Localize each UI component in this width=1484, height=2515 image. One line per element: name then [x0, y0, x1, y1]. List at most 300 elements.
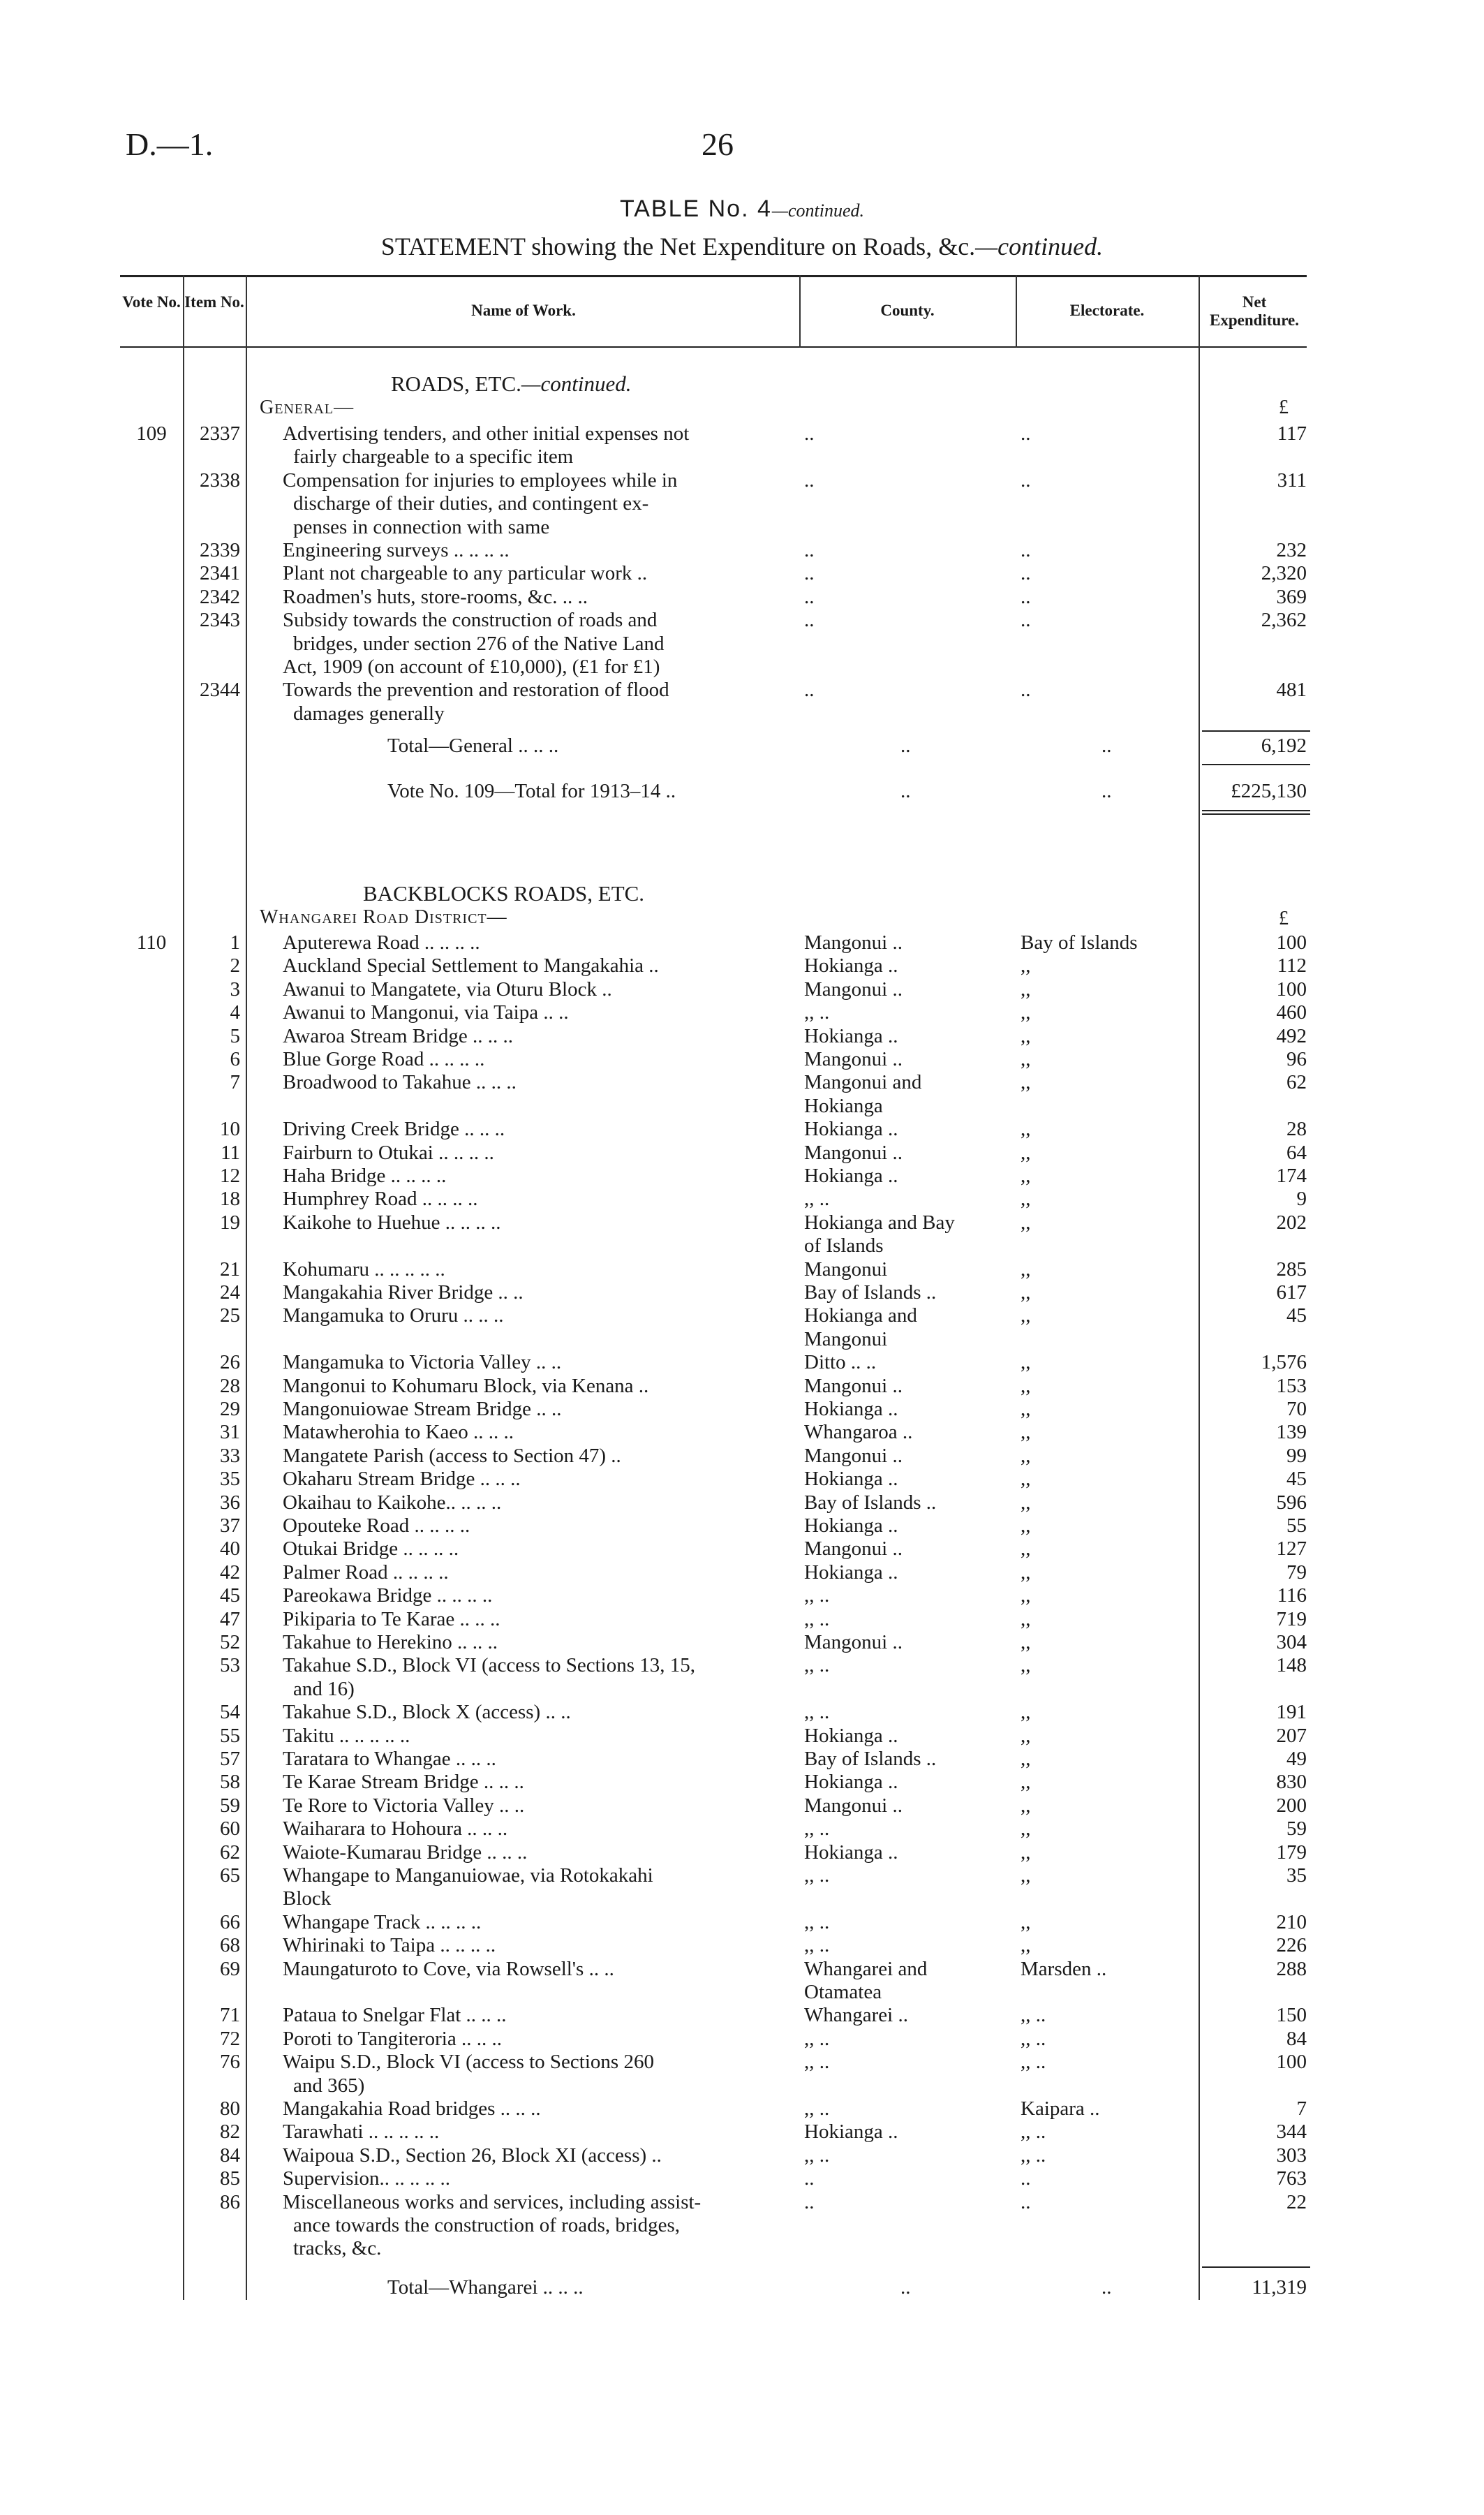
electorate-cell: ,, — [1021, 978, 1031, 1001]
name-of-work-cell: Whangape to Manganuiowae, via Rotokakahi — [283, 1864, 653, 1887]
section2-total-amount: 11,319 — [1252, 2276, 1307, 2299]
name-of-work-cell: Palmer Road .. .. .. .. — [283, 1561, 449, 1584]
net-expenditure-cell: 719 — [1276, 1607, 1307, 1630]
section1-currency: £ — [1279, 397, 1289, 418]
item-cell: 65 — [220, 1864, 240, 1887]
county-cell: Bay of Islands .. — [804, 1281, 937, 1304]
electorate-cell: ,, — [1021, 1701, 1031, 1724]
net-expenditure-cell: 49 — [1286, 1748, 1307, 1770]
electorate-cell: ,, — [1021, 1141, 1031, 1164]
net-expenditure-cell: 153 — [1276, 1374, 1307, 1397]
item-cell: 2337 — [200, 422, 240, 445]
item-cell: 68 — [220, 1934, 240, 1957]
item-cell: 12 — [220, 1165, 240, 1187]
net-expenditure-cell: 45 — [1286, 1304, 1307, 1327]
item-cell: 33 — [220, 1444, 240, 1467]
name-of-work-cell: ance towards the construction of roads, bridges, — [293, 2214, 681, 2236]
net-expenditure-cell: 344 — [1276, 2121, 1307, 2144]
name-of-work-cell: fairly chargeable to a specific item — [293, 445, 574, 469]
net-expenditure-cell: 127 — [1276, 1537, 1307, 1561]
section2-total-label: Total—Whangarei .. .. .. — [387, 2276, 584, 2299]
electorate-cell: ,, — [1021, 1631, 1031, 1653]
header-net: Net Expenditure. — [1209, 293, 1300, 329]
net-expenditure-cell: 28 — [1286, 1118, 1307, 1141]
item-cell: 58 — [220, 1771, 240, 1794]
county-cell: ,, .. — [804, 1934, 830, 1957]
net-expenditure-cell: 150 — [1276, 2004, 1307, 2027]
electorate-cell: Kaipara .. — [1021, 2097, 1100, 2120]
electorate-cell: .. — [1021, 2167, 1031, 2190]
electorate-cell: ,, — [1021, 1934, 1031, 1957]
net-expenditure-cell: 202 — [1276, 1211, 1307, 1234]
item-cell: 31 — [220, 1421, 240, 1444]
electorate-cell: .. — [1021, 469, 1031, 492]
electorate-cell: ,, .. — [1021, 2027, 1046, 2050]
vote-cell: 109 — [136, 422, 167, 445]
county-cell: Hokianga .. — [804, 2121, 898, 2144]
county-cell: .. — [804, 562, 815, 585]
net-expenditure-cell: 100 — [1276, 2051, 1307, 2074]
item-cell: 69 — [220, 1957, 240, 1980]
name-of-work-cell: Mangatete Parish (access to Section 47) .. — [283, 1444, 621, 1467]
item-cell: 2339 — [200, 539, 240, 561]
net-expenditure-cell: 59 — [1286, 1817, 1307, 1841]
name-of-work-cell: Mangonui to Kohumaru Block, via Kenana .. — [283, 1374, 649, 1397]
item-cell: 7 — [230, 1071, 240, 1094]
electorate-cell: ,, — [1021, 1514, 1031, 1537]
statement-continued: —continued. — [975, 233, 1104, 260]
electorate-cell: ,, .. — [1021, 2004, 1046, 2027]
vote-total-double-rule — [1202, 810, 1310, 815]
name-of-work-cell: Maungaturoto to Cove, via Rowsell's .. .. — [283, 1957, 614, 1980]
electorate-cell: ,, — [1021, 1351, 1031, 1374]
electorate-cell: ,, — [1021, 1724, 1031, 1747]
name-of-work-cell: and 16) — [293, 1677, 355, 1700]
name-of-work-cell: Okaihau to Kaikohe.. .. .. .. — [283, 1491, 502, 1514]
net-expenditure-cell: 96 — [1286, 1048, 1307, 1070]
section1-total-label: Total—General .. .. .. — [387, 735, 559, 757]
name-of-work-cell: damages generally — [293, 702, 445, 725]
name-of-work-cell: Mangamuka to Victoria Valley .. .. — [283, 1351, 562, 1374]
name-of-work-cell: Driving Creek Bridge .. .. .. — [283, 1118, 505, 1141]
name-of-work-cell: bridges, under section 276 of the Native Land — [293, 632, 665, 655]
name-of-work-cell: Plant not chargeable to any particular work .. — [283, 562, 648, 585]
item-cell: 86 — [220, 2190, 240, 2213]
electorate-cell: ,, — [1021, 1537, 1031, 1561]
item-cell: 21 — [220, 1258, 240, 1281]
name-of-work-cell: Takahue to Herekino .. .. .. — [283, 1631, 498, 1653]
item-cell: 85 — [220, 2167, 240, 2190]
net-expenditure-cell: 369 — [1276, 585, 1307, 608]
item-cell: 52 — [220, 1631, 240, 1653]
page-number: 26 — [702, 126, 734, 162]
county-cell: Hokianga .. — [804, 954, 898, 978]
electorate-cell: ,, — [1021, 1165, 1031, 1187]
county-cell: Hokianga .. — [804, 1024, 898, 1047]
county-cell: Mangonui .. — [804, 1374, 903, 1397]
county-cell: Whangarei and — [804, 1957, 928, 1980]
county-cell: of Islands — [804, 1234, 884, 1258]
net-expenditure-cell: 1,576 — [1261, 1351, 1307, 1374]
electorate-cell: ,, — [1021, 1281, 1031, 1304]
item-cell: 2338 — [200, 469, 240, 492]
electorate-cell: ,, — [1021, 1748, 1031, 1770]
county-cell: ,, .. — [804, 1188, 830, 1211]
county-cell: .. — [804, 609, 815, 632]
item-cell: 55 — [220, 1724, 240, 1747]
net-expenditure-cell: 460 — [1276, 1001, 1307, 1024]
electorate-cell: ,, — [1021, 1374, 1031, 1397]
electorate-cell: .. — [1021, 585, 1031, 608]
name-of-work-cell: Te Rore to Victoria Valley .. .. — [283, 1794, 525, 1817]
name-of-work-cell: Matawherohia to Kaeo .. .. .. — [283, 1421, 514, 1444]
item-cell: 5 — [230, 1024, 240, 1047]
net-expenditure-cell: 55 — [1286, 1514, 1307, 1537]
county-cell: .. — [804, 469, 815, 492]
name-of-work-cell: Broadwood to Takahue .. .. .. — [283, 1071, 517, 1094]
electorate-cell: ,, — [1021, 1468, 1031, 1491]
name-of-work-cell: Auckland Special Settlement to Mangakahia .. — [283, 954, 659, 978]
electorate-cell: ,, — [1021, 1817, 1031, 1841]
electorate-cell: ,, — [1021, 1864, 1031, 1887]
electorate-cell: ,, .. — [1021, 2121, 1046, 2144]
section1-subheading: General— — [260, 397, 355, 418]
county-cell: Bay of Islands .. — [804, 1491, 937, 1514]
name-of-work-cell: Opouteke Road .. .. .. .. — [283, 1514, 470, 1537]
item-cell: 2341 — [200, 562, 240, 585]
electorate-cell: ,, — [1021, 1654, 1031, 1677]
section2-total-elect-dots: .. — [1101, 2276, 1112, 2299]
electorate-cell: ,, — [1021, 1444, 1031, 1467]
net-expenditure-cell: 100 — [1276, 931, 1307, 954]
electorate-cell: .. — [1021, 539, 1031, 561]
item-cell: 2342 — [200, 585, 240, 608]
county-cell: ,, .. — [804, 1701, 830, 1724]
electorate-cell: ,, — [1021, 1561, 1031, 1584]
net-expenditure-cell: 492 — [1276, 1024, 1307, 1047]
electorate-cell: ,, — [1021, 954, 1031, 978]
section-heading-backblocks: BACKBLOCKS ROADS, ETC. — [363, 881, 645, 906]
county-cell: Bay of Islands .. — [804, 1748, 937, 1770]
name-of-work-cell: Mangakahia River Bridge .. .. — [283, 1281, 524, 1304]
electorate-cell: ,, — [1021, 1584, 1031, 1607]
section2-currency: £ — [1279, 908, 1289, 929]
table-header-rule — [120, 346, 1307, 348]
section1-heading-continued: —continued. — [521, 371, 632, 396]
county-cell: Hokianga — [804, 1094, 883, 1117]
net-expenditure-cell: 35 — [1286, 1864, 1307, 1887]
item-cell: 72 — [220, 2027, 240, 2050]
page-reference: D.—1. — [126, 126, 214, 162]
net-expenditure-cell: 2,320 — [1261, 562, 1307, 585]
item-cell: 35 — [220, 1468, 240, 1491]
county-cell: .. — [804, 2190, 815, 2213]
vote-total-elect-dots: .. — [1101, 780, 1112, 802]
county-cell: Mangonui .. — [804, 978, 903, 1001]
county-cell: ,, .. — [804, 1817, 830, 1841]
name-of-work-cell: Poroti to Tangiteroria .. .. .. — [283, 2027, 502, 2050]
name-of-work-cell: Waipoua S.D., Section 26, Block XI (access) .. — [283, 2144, 662, 2167]
section1-total-rule-bottom — [1202, 764, 1310, 765]
county-cell: .. — [804, 679, 815, 702]
net-expenditure-cell: 79 — [1286, 1561, 1307, 1584]
name-of-work-cell: Supervision.. .. .. .. .. — [283, 2167, 451, 2190]
electorate-cell: ,, — [1021, 1421, 1031, 1444]
electorate-cell: ,, .. — [1021, 2144, 1046, 2167]
name-of-work-cell: Subsidy towards the construction of roads and — [283, 609, 658, 632]
electorate-cell: ,, — [1021, 1841, 1031, 1864]
name-of-work-cell: penses in connection with same — [293, 515, 550, 538]
statement-title — [0, 232, 1484, 261]
net-expenditure-cell: 70 — [1286, 1398, 1307, 1420]
county-cell: Mangonui .. — [804, 1537, 903, 1561]
county-cell: Hokianga .. — [804, 1514, 898, 1537]
net-expenditure-cell: 232 — [1276, 539, 1307, 561]
net-expenditure-cell: 9 — [1296, 1188, 1307, 1211]
item-cell: 2344 — [200, 679, 240, 702]
section2-subheading: Whangarei Road District— — [260, 906, 507, 928]
county-cell: ,, .. — [804, 2144, 830, 2167]
item-cell: 1 — [230, 931, 240, 954]
county-cell: ,, .. — [804, 1654, 830, 1677]
item-cell: 2343 — [200, 609, 240, 632]
county-cell: Hokianga and — [804, 1304, 917, 1327]
county-cell: Mangonui .. — [804, 1141, 903, 1164]
section1-total-elect-dots: .. — [1101, 735, 1112, 757]
name-of-work-cell: Engineering surveys .. .. .. .. — [283, 539, 510, 561]
name-of-work-cell: Whirinaki to Taipa .. .. .. .. — [283, 1934, 496, 1957]
net-expenditure-cell: 481 — [1276, 679, 1307, 702]
item-cell: 25 — [220, 1304, 240, 1327]
name-of-work-cell: Towards the prevention and restoration of flood — [283, 679, 669, 702]
county-cell: ,, .. — [804, 1584, 830, 1607]
item-cell: 66 — [220, 1910, 240, 1933]
item-cell: 29 — [220, 1398, 240, 1420]
name-of-work-cell: Compensation for injuries to employees while in — [283, 469, 678, 492]
name-of-work-cell: Takitu .. .. .. .. .. — [283, 1724, 410, 1747]
item-cell: 19 — [220, 1211, 240, 1234]
electorate-cell: ,, — [1021, 1001, 1031, 1024]
item-cell: 24 — [220, 1281, 240, 1304]
name-of-work-cell: Takahue S.D., Block X (access) .. .. — [283, 1701, 571, 1724]
county-cell: Hokianga .. — [804, 1165, 898, 1187]
electorate-cell: .. — [1021, 609, 1031, 632]
name-of-work-cell: Humphrey Road .. .. .. .. — [283, 1188, 478, 1211]
net-expenditure-cell: 763 — [1276, 2167, 1307, 2190]
net-expenditure-cell: 303 — [1276, 2144, 1307, 2167]
electorate-cell: ,, — [1021, 1188, 1031, 1211]
net-expenditure-cell: 116 — [1277, 1584, 1307, 1607]
name-of-work-cell: Mangonuiowae Stream Bridge .. .. — [283, 1398, 562, 1420]
county-cell: Otamatea — [804, 1981, 882, 2003]
net-expenditure-cell: 7 — [1296, 2097, 1307, 2120]
item-cell: 76 — [220, 2051, 240, 2074]
item-cell: 45 — [220, 1584, 240, 1607]
name-of-work-cell: Mangamuka to Oruru .. .. .. — [283, 1304, 504, 1327]
item-cell: 10 — [220, 1118, 240, 1141]
name-of-work-cell: and 365) — [293, 2074, 365, 2097]
name-of-work-cell: Pikiparia to Te Karae .. .. .. — [283, 1607, 500, 1630]
electorate-cell: ,, — [1021, 1071, 1031, 1094]
electorate-cell: ,, — [1021, 1491, 1031, 1514]
table-top-rule — [120, 275, 1307, 277]
county-cell: Mangonui .. — [804, 1048, 903, 1070]
net-expenditure-cell: 179 — [1276, 1841, 1307, 1864]
item-cell: 4 — [230, 1001, 240, 1024]
county-cell: ,, .. — [804, 2051, 830, 2074]
county-cell: ,, .. — [804, 1001, 830, 1024]
electorate-cell: .. — [1021, 562, 1031, 585]
name-of-work-cell: Roadmen's huts, store-rooms, &c. .. .. — [283, 585, 588, 608]
item-cell: 40 — [220, 1537, 240, 1561]
header-electorate: Electorate. — [1069, 302, 1145, 319]
vote-total-county-dots: .. — [900, 780, 911, 802]
vote-total-label: Vote No. 109—Total for 1913–14 .. — [387, 780, 676, 802]
header-county: County. — [880, 302, 935, 319]
name-of-work-cell: Waipu S.D., Block VI (access to Sections 260 — [283, 2051, 654, 2074]
net-expenditure-cell: 139 — [1276, 1421, 1307, 1444]
electorate-cell: ,, .. — [1021, 2051, 1046, 2074]
county-cell: Hokianga and Bay — [804, 1211, 955, 1234]
county-cell: ,, .. — [804, 2097, 830, 2120]
net-expenditure-cell: 226 — [1276, 1934, 1307, 1957]
electorate-cell: ,, — [1021, 1211, 1031, 1234]
section2-total-county-dots: .. — [900, 2276, 911, 2299]
item-cell: 6 — [230, 1048, 240, 1070]
county-cell: Ditto .. .. — [804, 1351, 877, 1374]
county-cell: Mangonui .. — [804, 1794, 903, 1817]
column-rule-name — [799, 275, 801, 348]
name-of-work-cell: Tarawhati .. .. .. .. .. — [283, 2121, 440, 2144]
electorate-cell: ,, — [1021, 1258, 1031, 1281]
name-of-work-cell: Advertising tenders, and other initial expenses not — [283, 422, 690, 445]
name-of-work-cell: Miscellaneous works and services, including assist- — [283, 2190, 702, 2213]
name-of-work-cell: Waiharara to Hohoura .. .. .. — [283, 1817, 508, 1841]
net-expenditure-cell: 191 — [1276, 1701, 1307, 1724]
statement-text: STATEMENT showing the Net Expenditure on Roads, &c. — [380, 233, 976, 260]
name-of-work-cell: Takahue S.D., Block VI (access to Sections 13, 15, — [283, 1654, 696, 1677]
section1-total-county-dots: .. — [900, 735, 911, 757]
electorate-cell: ,, — [1021, 1910, 1031, 1933]
county-cell: Mangonui and — [804, 1071, 922, 1094]
section1-total-rule-top — [1202, 730, 1310, 732]
name-of-work-cell: Kohumaru .. .. .. .. .. — [283, 1258, 445, 1281]
electorate-cell: Marsden .. — [1021, 1957, 1107, 1980]
electorate-cell: ,, — [1021, 1048, 1031, 1070]
county-cell: Mangonui — [804, 1327, 888, 1350]
electorate-cell: .. — [1021, 422, 1031, 445]
item-cell: 54 — [220, 1701, 240, 1724]
net-expenditure-cell: 288 — [1276, 1957, 1307, 1980]
item-cell: 36 — [220, 1491, 240, 1514]
name-of-work-cell: Block — [283, 1887, 332, 1910]
county-cell: ,, .. — [804, 1864, 830, 1887]
electorate-cell: ,, — [1021, 1771, 1031, 1794]
section2-total-rule-top — [1202, 2266, 1310, 2268]
section-heading-roads — [391, 371, 631, 397]
name-of-work-cell: tracks, &c. — [293, 2237, 382, 2260]
column-rule-item — [246, 275, 247, 2300]
item-cell: 53 — [220, 1654, 240, 1677]
name-of-work-cell: Act, 1909 (on account of £10,000), (£1 for £1) — [283, 656, 660, 678]
name-of-work-cell: Pataua to Snelgar Flat .. .. .. — [283, 2004, 507, 2027]
section1-total-amount: 6,192 — [1261, 735, 1307, 757]
electorate-cell: ,, — [1021, 1024, 1031, 1047]
name-of-work-cell: Pareokawa Bridge .. .. .. .. — [283, 1584, 493, 1607]
county-cell: ,, .. — [804, 2027, 830, 2050]
item-cell: 37 — [220, 1514, 240, 1537]
name-of-work-cell: Aputerewa Road .. .. .. .. — [283, 931, 480, 954]
header-item: Item No. — [184, 293, 244, 311]
county-cell: Mangonui .. — [804, 1444, 903, 1467]
county-cell: Hokianga .. — [804, 1561, 898, 1584]
county-cell: Hokianga .. — [804, 1724, 898, 1747]
item-cell: 82 — [220, 2121, 240, 2144]
county-cell: Hokianga .. — [804, 1468, 898, 1491]
county-cell: Hokianga .. — [804, 1118, 898, 1141]
vote-cell: 110 — [136, 931, 167, 954]
header-name: Name of Work. — [471, 302, 576, 319]
county-cell: Hokianga .. — [804, 1771, 898, 1794]
section1-heading-text: ROADS, ETC. — [391, 371, 521, 396]
net-expenditure-cell: 304 — [1276, 1631, 1307, 1653]
electorate-cell: ,, — [1021, 1794, 1031, 1817]
item-cell: 47 — [220, 1607, 240, 1630]
name-of-work-cell: Waiote-Kumarau Bridge .. .. .. — [283, 1841, 528, 1864]
net-expenditure-cell: 174 — [1276, 1165, 1307, 1187]
net-expenditure-cell: 596 — [1276, 1491, 1307, 1514]
electorate-cell: ,, — [1021, 1607, 1031, 1630]
county-cell: Mangonui .. — [804, 1631, 903, 1653]
name-of-work-cell: Taratara to Whangae .. .. .. — [283, 1748, 496, 1770]
net-expenditure-cell: 84 — [1286, 2027, 1307, 2050]
name-of-work-cell: Haha Bridge .. .. .. .. — [283, 1165, 447, 1187]
electorate-cell: Bay of Islands — [1021, 931, 1138, 954]
item-cell: 71 — [220, 2004, 240, 2027]
column-rule-county — [1016, 275, 1017, 348]
county-cell: ,, .. — [804, 1910, 830, 1933]
electorate-cell: ,, — [1021, 1398, 1031, 1420]
item-cell: 57 — [220, 1748, 240, 1770]
item-cell: 80 — [220, 2097, 240, 2120]
net-expenditure-cell: 64 — [1286, 1141, 1307, 1164]
name-of-work-cell: Fairburn to Otukai .. .. .. .. — [283, 1141, 494, 1164]
net-expenditure-cell: 2,362 — [1261, 609, 1307, 632]
name-of-work-cell: Kaikohe to Huehue .. .. .. .. — [283, 1211, 501, 1234]
name-of-work-cell: discharge of their duties, and contingent ex- — [293, 492, 649, 515]
vote-total-amount: £225,130 — [1231, 780, 1307, 802]
item-cell: 62 — [220, 1841, 240, 1864]
net-expenditure-cell: 62 — [1286, 1071, 1307, 1094]
item-cell: 18 — [220, 1188, 240, 1211]
county-cell: Mangonui .. — [804, 931, 903, 954]
column-rule-electorate — [1199, 275, 1200, 2300]
net-expenditure-cell: 112 — [1277, 954, 1307, 978]
county-cell: .. — [804, 422, 815, 445]
item-cell: 26 — [220, 1351, 240, 1374]
county-cell: ,, .. — [804, 1607, 830, 1630]
table-title-continued: —continued. — [771, 200, 865, 221]
item-cell: 60 — [220, 1817, 240, 1841]
name-of-work-cell: Okaharu Stream Bridge .. .. .. — [283, 1468, 521, 1491]
name-of-work-cell: Blue Gorge Road .. .. .. .. — [283, 1048, 485, 1070]
item-cell: 3 — [230, 978, 240, 1001]
county-cell: Whangarei .. — [804, 2004, 908, 2027]
name-of-work-cell: Awaroa Stream Bridge .. .. .. — [283, 1024, 513, 1047]
name-of-work-cell: Awanui to Mangonui, via Taipa .. .. — [283, 1001, 569, 1024]
county-cell: Mangonui — [804, 1258, 888, 1281]
county-cell: .. — [804, 2167, 815, 2190]
